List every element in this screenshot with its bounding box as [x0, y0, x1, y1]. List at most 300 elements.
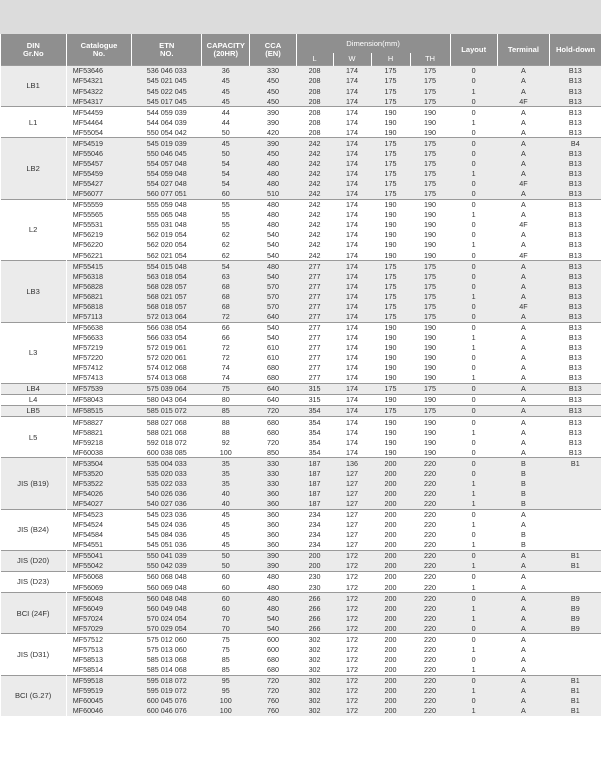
cell-etn-no: 570 029 054	[132, 623, 202, 634]
cell-dim-w: 172	[333, 572, 371, 583]
cell-capacity: 60	[202, 572, 250, 583]
din-group-name: JIS (D20)	[1, 550, 67, 571]
cell-cca: 480	[250, 169, 296, 179]
cell-dim-w: 172	[333, 645, 371, 655]
cell-dim-h: 200	[371, 686, 410, 696]
cell-layout: 0	[450, 593, 497, 604]
cell-catalogue-no: MF57220	[66, 353, 132, 363]
cell-dim-h: 190	[371, 447, 410, 458]
cell-etn-no: 544 059 039	[132, 107, 202, 118]
cell-hold-down: B13	[550, 240, 601, 250]
cell-capacity: 55	[202, 210, 250, 220]
cell-hold-down: B13	[550, 291, 601, 301]
cell-dim-th: 220	[410, 479, 450, 489]
cell-dim-l: 242	[296, 169, 333, 179]
cell-dim-w: 174	[333, 343, 371, 353]
cell-hold-down: B13	[550, 169, 601, 179]
cell-etn-no: 580 043 064	[132, 395, 202, 406]
cell-hold-down: B13	[550, 363, 601, 373]
cell-cca: 680	[250, 655, 296, 665]
cell-layout: 0	[450, 322, 497, 333]
cell-dim-h: 200	[371, 458, 410, 469]
col-layout: Layout	[450, 34, 497, 66]
cell-etn-no: 595 018 072	[132, 675, 202, 686]
cell-dim-w: 174	[333, 138, 371, 149]
cell-dim-h: 190	[371, 127, 410, 138]
din-group	[1, 509, 601, 550]
cell-etn-no: 550 054 042	[132, 127, 202, 138]
cell-dim-th: 220	[410, 645, 450, 655]
cell-terminal: A	[497, 582, 549, 593]
cell-etn-no: 544 064 039	[132, 117, 202, 127]
cell-cca: 540	[250, 333, 296, 343]
cell-cca: 480	[250, 261, 296, 272]
cell-dim-l: 200	[296, 550, 333, 561]
cell-cca: 640	[250, 395, 296, 406]
cell-dim-w: 174	[333, 417, 371, 428]
cell-dim-th: 175	[410, 261, 450, 272]
cell-capacity: 74	[202, 373, 250, 384]
cell-capacity: 54	[202, 159, 250, 169]
cell-dim-l: 242	[296, 179, 333, 189]
cell-layout: 0	[450, 159, 497, 169]
table-header	[1, 34, 601, 66]
cell-dim-w: 127	[333, 479, 371, 489]
cell-dim-w: 172	[333, 613, 371, 623]
cell-dim-w: 127	[333, 509, 371, 520]
cell-dim-w: 127	[333, 540, 371, 551]
cell-catalogue-no: MF55559	[66, 199, 132, 210]
cell-dim-l: 187	[296, 479, 333, 489]
cell-dim-w: 174	[333, 169, 371, 179]
cell-hold-down: B9	[550, 613, 601, 623]
din-group	[1, 138, 601, 199]
cell-dim-w: 174	[333, 322, 371, 333]
cell-cca: 480	[250, 210, 296, 220]
cell-cca: 480	[250, 199, 296, 210]
table-row	[1, 343, 601, 353]
cell-dim-h: 200	[371, 623, 410, 634]
cell-catalogue-no: MF54584	[66, 530, 132, 540]
cell-terminal: A	[497, 706, 549, 716]
cell-capacity: 54	[202, 179, 250, 189]
cell-dim-th: 220	[410, 468, 450, 478]
cell-layout: 0	[450, 250, 497, 261]
cell-cca: 540	[250, 271, 296, 281]
cell-dim-w: 172	[333, 686, 371, 696]
cell-dim-l: 302	[296, 655, 333, 665]
din-group	[1, 572, 601, 593]
cell-dim-w: 174	[333, 86, 371, 96]
cell-capacity: 45	[202, 540, 250, 551]
cell-capacity: 55	[202, 220, 250, 230]
cell-cca: 450	[250, 96, 296, 107]
cell-catalogue-no: MF55531	[66, 220, 132, 230]
top-bar	[0, 0, 601, 34]
cell-cca: 680	[250, 665, 296, 676]
cell-catalogue-no: MF56049	[66, 603, 132, 613]
cell-etn-no: 555 059 048	[132, 199, 202, 210]
cell-catalogue-no: MF54027	[66, 499, 132, 510]
cell-layout: 1	[450, 520, 497, 530]
cell-dim-th: 175	[410, 312, 450, 323]
cell-dim-h: 190	[371, 250, 410, 261]
cell-layout: 1	[450, 373, 497, 384]
cell-catalogue-no: MF57024	[66, 613, 132, 623]
cell-terminal: A	[497, 117, 549, 127]
cell-dim-w: 174	[333, 250, 371, 261]
cell-catalogue-no: MF57539	[66, 383, 132, 394]
cell-layout: 1	[450, 645, 497, 655]
cell-dim-l: 234	[296, 520, 333, 530]
cell-terminal: B	[497, 530, 549, 540]
cell-cca: 450	[250, 76, 296, 86]
cell-dim-l: 277	[296, 312, 333, 323]
cell-dim-th: 220	[410, 458, 450, 469]
cell-dim-th: 175	[410, 159, 450, 169]
cell-dim-l: 230	[296, 582, 333, 593]
cell-etn-no: 566 033 054	[132, 333, 202, 343]
cell-etn-no: 545 024 036	[132, 520, 202, 530]
table-row	[1, 395, 601, 406]
cell-etn-no: 545 084 036	[132, 530, 202, 540]
cell-terminal: A	[497, 603, 549, 613]
cell-dim-th: 220	[410, 499, 450, 510]
cell-layout: 1	[450, 613, 497, 623]
cell-catalogue-no: MF59519	[66, 686, 132, 696]
cell-dim-l: 208	[296, 86, 333, 96]
cell-etn-no: 554 015 048	[132, 261, 202, 272]
cell-dim-l: 266	[296, 613, 333, 623]
cell-hold-down	[550, 489, 601, 499]
cell-catalogue-no: MF58513	[66, 655, 132, 665]
cell-hold-down: B1	[550, 458, 601, 469]
cell-etn-no: 550 042 039	[132, 561, 202, 572]
cell-layout: 1	[450, 291, 497, 301]
cell-dim-th: 220	[410, 520, 450, 530]
cell-hold-down	[550, 572, 601, 583]
cell-terminal: A	[497, 665, 549, 676]
table-row	[1, 86, 601, 96]
cell-hold-down: B13	[550, 301, 601, 311]
cell-dim-th: 190	[410, 322, 450, 333]
cell-dim-l: 234	[296, 509, 333, 520]
table-row	[1, 76, 601, 86]
table-row	[1, 458, 601, 469]
cell-dim-th: 220	[410, 706, 450, 716]
cell-etn-no: 574 013 068	[132, 373, 202, 384]
table-row	[1, 363, 601, 373]
cell-dim-h: 190	[371, 395, 410, 406]
cell-dim-w: 174	[333, 437, 371, 447]
cell-hold-down: B4	[550, 138, 601, 149]
cell-dim-w: 172	[333, 593, 371, 604]
cell-catalogue-no: MF57513	[66, 645, 132, 655]
table-row	[1, 66, 601, 77]
table-row	[1, 261, 601, 272]
cell-layout: 1	[450, 489, 497, 499]
cell-terminal: A	[497, 261, 549, 272]
cell-hold-down: B9	[550, 593, 601, 604]
din-group	[1, 458, 601, 509]
cell-catalogue-no: MF55565	[66, 210, 132, 220]
cell-dim-h: 175	[371, 301, 410, 311]
cell-dim-l: 302	[296, 634, 333, 645]
cell-dim-l: 266	[296, 593, 333, 604]
cell-terminal: A	[497, 199, 549, 210]
cell-cca: 330	[250, 66, 296, 77]
cell-dim-w: 174	[333, 301, 371, 311]
cell-terminal: A	[497, 169, 549, 179]
col-dim-l: L	[296, 53, 333, 66]
cell-terminal: B	[497, 499, 549, 510]
cell-hold-down: B13	[550, 107, 601, 118]
cell-dim-th: 190	[410, 447, 450, 458]
cell-dim-th: 220	[410, 665, 450, 676]
cell-hold-down: B13	[550, 406, 601, 417]
table-row	[1, 479, 601, 489]
cell-dim-h: 190	[371, 363, 410, 373]
cell-capacity: 68	[202, 281, 250, 291]
cell-dim-h: 175	[371, 261, 410, 272]
cell-dim-l: 242	[296, 240, 333, 250]
cell-cca: 480	[250, 179, 296, 189]
cell-layout: 0	[450, 179, 497, 189]
cell-dim-l: 266	[296, 623, 333, 634]
cell-etn-no: 595 019 072	[132, 686, 202, 696]
cell-hold-down: B1	[550, 561, 601, 572]
cell-layout: 0	[450, 76, 497, 86]
cell-dim-l: 354	[296, 437, 333, 447]
cell-dim-h: 175	[371, 406, 410, 417]
cell-dim-w: 174	[333, 395, 371, 406]
cell-dim-h: 200	[371, 634, 410, 645]
cell-layout: 0	[450, 458, 497, 469]
col-din: DIN Gr.No	[1, 34, 67, 66]
table-row	[1, 489, 601, 499]
cell-hold-down: B1	[550, 686, 601, 696]
cell-cca: 480	[250, 159, 296, 169]
cell-dim-th: 220	[410, 623, 450, 634]
col-dim-h: H	[371, 53, 410, 66]
cell-etn-no: 560 049 048	[132, 603, 202, 613]
cell-capacity: 45	[202, 509, 250, 520]
cell-dim-w: 174	[333, 230, 371, 240]
cell-dim-h: 190	[371, 220, 410, 230]
cell-dim-th: 175	[410, 383, 450, 394]
table-row	[1, 322, 601, 333]
cell-terminal: A	[497, 383, 549, 394]
cell-hold-down: B13	[550, 76, 601, 86]
cell-dim-l: 354	[296, 427, 333, 437]
cell-capacity: 60	[202, 603, 250, 613]
cell-etn-no: 555 031 048	[132, 220, 202, 230]
cell-dim-h: 200	[371, 479, 410, 489]
cell-cca: 390	[250, 117, 296, 127]
cell-hold-down	[550, 645, 601, 655]
cell-hold-down: B13	[550, 159, 601, 169]
cell-dim-w: 174	[333, 210, 371, 220]
cell-dim-h: 200	[371, 675, 410, 686]
cell-dim-h: 190	[371, 373, 410, 384]
cell-hold-down	[550, 479, 601, 489]
cell-dim-w: 172	[333, 706, 371, 716]
cell-hold-down	[550, 540, 601, 551]
cell-dim-w: 174	[333, 383, 371, 394]
cell-dim-h: 200	[371, 540, 410, 551]
table-row	[1, 159, 601, 169]
cell-catalogue-no: MF55415	[66, 261, 132, 272]
cell-terminal: A	[497, 333, 549, 343]
cell-dim-l: 187	[296, 499, 333, 510]
table-row	[1, 107, 601, 118]
cell-catalogue-no: MF57413	[66, 373, 132, 384]
cell-catalogue-no: MF58827	[66, 417, 132, 428]
cell-dim-w: 174	[333, 281, 371, 291]
cell-catalogue-no: MF56633	[66, 333, 132, 343]
cell-dim-h: 175	[371, 86, 410, 96]
cell-dim-w: 127	[333, 468, 371, 478]
cell-catalogue-no: MF57029	[66, 623, 132, 634]
cell-dim-h: 190	[371, 322, 410, 333]
cell-dim-th: 190	[410, 343, 450, 353]
cell-terminal: B	[497, 540, 549, 551]
din-group	[1, 675, 601, 716]
cell-catalogue-no: MF57412	[66, 363, 132, 373]
cell-dim-th: 220	[410, 561, 450, 572]
table-row	[1, 301, 601, 311]
cell-dim-th: 220	[410, 540, 450, 551]
cell-catalogue-no: MF54551	[66, 540, 132, 551]
cell-hold-down: B1	[550, 696, 601, 706]
cell-cca: 360	[250, 489, 296, 499]
cell-terminal: 4F	[497, 301, 549, 311]
cell-dim-th: 220	[410, 675, 450, 686]
cell-catalogue-no: MF55041	[66, 550, 132, 561]
cell-capacity: 54	[202, 169, 250, 179]
cell-capacity: 60	[202, 582, 250, 593]
cell-etn-no: 560 068 048	[132, 572, 202, 583]
cell-dim-h: 200	[371, 582, 410, 593]
table-row	[1, 613, 601, 623]
cell-dim-l: 242	[296, 220, 333, 230]
cell-terminal: 4F	[497, 250, 549, 261]
cell-terminal: A	[497, 343, 549, 353]
cell-catalogue-no: MF56077	[66, 189, 132, 200]
cell-catalogue-no: MF59218	[66, 437, 132, 447]
cell-layout: 0	[450, 395, 497, 406]
cell-capacity: 62	[202, 230, 250, 240]
cell-capacity: 60	[202, 593, 250, 604]
cell-capacity: 44	[202, 107, 250, 118]
cell-cca: 330	[250, 458, 296, 469]
cell-layout: 0	[450, 189, 497, 200]
cell-capacity: 95	[202, 675, 250, 686]
cell-terminal: A	[497, 281, 549, 291]
cell-terminal: A	[497, 645, 549, 655]
cell-cca: 540	[250, 250, 296, 261]
table-row	[1, 406, 601, 417]
cell-hold-down: B13	[550, 427, 601, 437]
cell-layout: 1	[450, 479, 497, 489]
table-row	[1, 230, 601, 240]
cell-hold-down: B9	[550, 603, 601, 613]
cell-capacity: 100	[202, 706, 250, 716]
cell-dim-th: 190	[410, 210, 450, 220]
cell-layout: 0	[450, 675, 497, 686]
cell-dim-h: 175	[371, 138, 410, 149]
cell-capacity: 75	[202, 383, 250, 394]
cell-dim-w: 174	[333, 240, 371, 250]
cell-layout: 1	[450, 561, 497, 572]
cell-dim-th: 220	[410, 686, 450, 696]
table-row	[1, 499, 601, 510]
cell-dim-w: 174	[333, 189, 371, 200]
cell-dim-th: 190	[410, 395, 450, 406]
cell-catalogue-no: MF58043	[66, 395, 132, 406]
cell-dim-l: 208	[296, 96, 333, 107]
table-row	[1, 383, 601, 394]
cell-dim-h: 190	[371, 437, 410, 447]
cell-etn-no: 600 045 076	[132, 696, 202, 706]
cell-dim-w: 174	[333, 427, 371, 437]
cell-dim-th: 190	[410, 127, 450, 138]
cell-dim-l: 242	[296, 189, 333, 200]
cell-dim-h: 175	[371, 271, 410, 281]
cell-dim-th: 175	[410, 406, 450, 417]
table-row	[1, 169, 601, 179]
din-group-name: L2	[1, 199, 67, 260]
cell-etn-no: 560 077 051	[132, 189, 202, 200]
cell-hold-down: B13	[550, 86, 601, 96]
cell-dim-th: 175	[410, 281, 450, 291]
cell-catalogue-no: MF58821	[66, 427, 132, 437]
cell-dim-h: 200	[371, 489, 410, 499]
cell-etn-no: 563 018 054	[132, 271, 202, 281]
cell-layout: 0	[450, 623, 497, 634]
cell-capacity: 45	[202, 530, 250, 540]
cell-cca: 540	[250, 322, 296, 333]
table-row	[1, 189, 601, 200]
cell-catalogue-no: MF60046	[66, 706, 132, 716]
cell-dim-l: 277	[296, 363, 333, 373]
cell-dim-l: 277	[296, 353, 333, 363]
cell-dim-w: 174	[333, 312, 371, 323]
cell-terminal: A	[497, 675, 549, 686]
cell-layout: 1	[450, 117, 497, 127]
cell-dim-l: 315	[296, 395, 333, 406]
cell-hold-down: B13	[550, 447, 601, 458]
din-group	[1, 199, 601, 260]
cell-layout: 1	[450, 210, 497, 220]
cell-catalogue-no: MF53522	[66, 479, 132, 489]
cell-cca: 570	[250, 301, 296, 311]
table-row	[1, 706, 601, 716]
cell-dim-th: 175	[410, 301, 450, 311]
cell-dim-h: 200	[371, 593, 410, 604]
cell-capacity: 44	[202, 117, 250, 127]
cell-hold-down: B13	[550, 117, 601, 127]
cell-capacity: 80	[202, 395, 250, 406]
table-row	[1, 281, 601, 291]
cell-dim-h: 190	[371, 240, 410, 250]
cell-cca: 760	[250, 696, 296, 706]
cell-catalogue-no: MF56318	[66, 271, 132, 281]
cell-dim-l: 187	[296, 489, 333, 499]
cell-etn-no: 572 019 061	[132, 343, 202, 353]
cell-layout: 0	[450, 363, 497, 373]
cell-dim-th: 190	[410, 250, 450, 261]
